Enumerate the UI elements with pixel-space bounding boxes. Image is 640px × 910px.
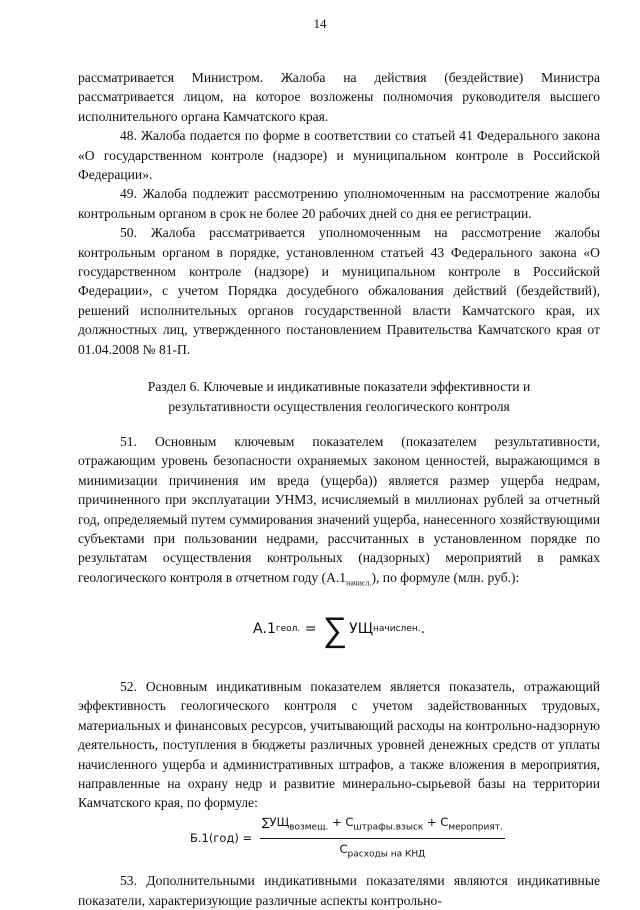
numerator-term-2-sub: штрафы.взыск bbox=[353, 822, 424, 833]
numerator-term-3-sub: мероприят. bbox=[448, 822, 503, 833]
paragraph-51-tail: ), по формуле (млн. руб.): bbox=[371, 569, 520, 585]
formula-b1-lhs: Б.1(год) = bbox=[190, 831, 256, 846]
document-body bbox=[78, 68, 600, 910]
paragraph-47-continued: рассматривается Министром. Жалоба на действия (бездействие) Министра рассматривается лицом, на которое возложены полномочия руководителя высшего исполнительного органа Камчатского края. bbox=[78, 70, 600, 124]
formula-b1-denominator bbox=[339, 839, 425, 865]
numerator-term-2: + С bbox=[328, 814, 354, 829]
formula-a1-lhs: А.1 bbox=[252, 621, 276, 638]
paragraph-50: 50. Жалоба рассматривается уполномоченным на рассмотрение жалобы контрольным органом в порядке, установленном статьей 43 Федерального закона «О государственном контроле (надзоре) и муниципальном контроле в Российской Федерации», с учетом Порядка досудебного обжалования действий (бездействий), решений исполнительных органов государственной власти Камчатского края, их должностных лиц, утвержденного постановлением Правительства Камчатского края от 01.04.2008 № 81-П. bbox=[78, 225, 600, 357]
denominator-term: С bbox=[339, 842, 348, 857]
sum-symbol: ∑ bbox=[322, 609, 348, 650]
formula-a1-end: . bbox=[420, 621, 426, 638]
numerator-term-3: + С bbox=[423, 814, 449, 829]
paragraph-51-main: 51. Основным ключевым показателем (показателем результативности, отражающим уровень безопасности охраняемых законом ценностей, выражающимся в минимизации причинения им вреда (ущерба)) является размер ущерба недрам, причиненного при эксплуатации УНМЗ, исчисляемый в миллионах рублей за отчетный год, определяемый путем суммирования значений ущерба, нанесенного хозяйствующими субъектами при пользовании недрами, рассчитанных в установленном порядке по результатам осуществления контрольных (надзорных) мероприятий в рамках геологического контроля в отчетном году (А.1 bbox=[78, 433, 600, 585]
formula-a1-equals: = bbox=[300, 621, 321, 638]
denominator-term-sub: расходы на КНД bbox=[347, 849, 426, 860]
formula-a1-rhs: УЩ bbox=[349, 621, 374, 638]
paragraph-51 bbox=[78, 432, 600, 593]
formula-b1-numerator bbox=[260, 813, 505, 840]
formula-a1 bbox=[78, 607, 600, 653]
numerator-term-1-sub: возмещ. bbox=[289, 822, 329, 833]
paragraph-51-subscript: начисл. bbox=[346, 578, 372, 588]
formula-b1 bbox=[190, 813, 600, 865]
paragraph-53: 53. Дополнительными индикативными показателями являются индикативные показатели, характеризующие различные аспекты контрольно- bbox=[78, 873, 600, 908]
section-heading: Раздел 6. Ключевые и индикативные показатели эффективности и результативности осуществления геологического контроля bbox=[147, 379, 531, 414]
formula-a1-lhs-sub: геол. bbox=[275, 624, 301, 635]
paragraph-49: 49. Жалоба подлежит рассмотрению уполномоченным на рассмотрение жалобы контрольным органом в срок не более 20 рабочих дней со дня ее регистрации. bbox=[78, 186, 600, 221]
paragraph-48: 48. Жалоба подается по форме в соответствии со статьей 41 Федерального закона «О государственном контроле (надзоре) и муниципальном контроле в Российской Федерации». bbox=[78, 128, 600, 183]
formula-a1-rhs-sub: начислен. bbox=[373, 624, 421, 635]
numerator-term-1: ∑УЩ bbox=[261, 814, 290, 829]
paragraph-52: 52. Основным индикативным показателем является показатель, отражающий эффективность геологического контроля с учетом задействованных трудовых, материальных и финансовых ресурсов, учитывающий расходы на контрольно-надзорную деятельность, поступления в бюджеты различных уровней денежных средств от уплаты начисленного ущерба и административных штрафов, а также вложения в мероприятия, направленные на охрану недр и развитие минерально-сырьевой базы на территории Камчатского края, по формуле: bbox=[78, 678, 600, 811]
formula-b1-fraction bbox=[260, 813, 505, 865]
page-number: 14 bbox=[313, 16, 327, 31]
